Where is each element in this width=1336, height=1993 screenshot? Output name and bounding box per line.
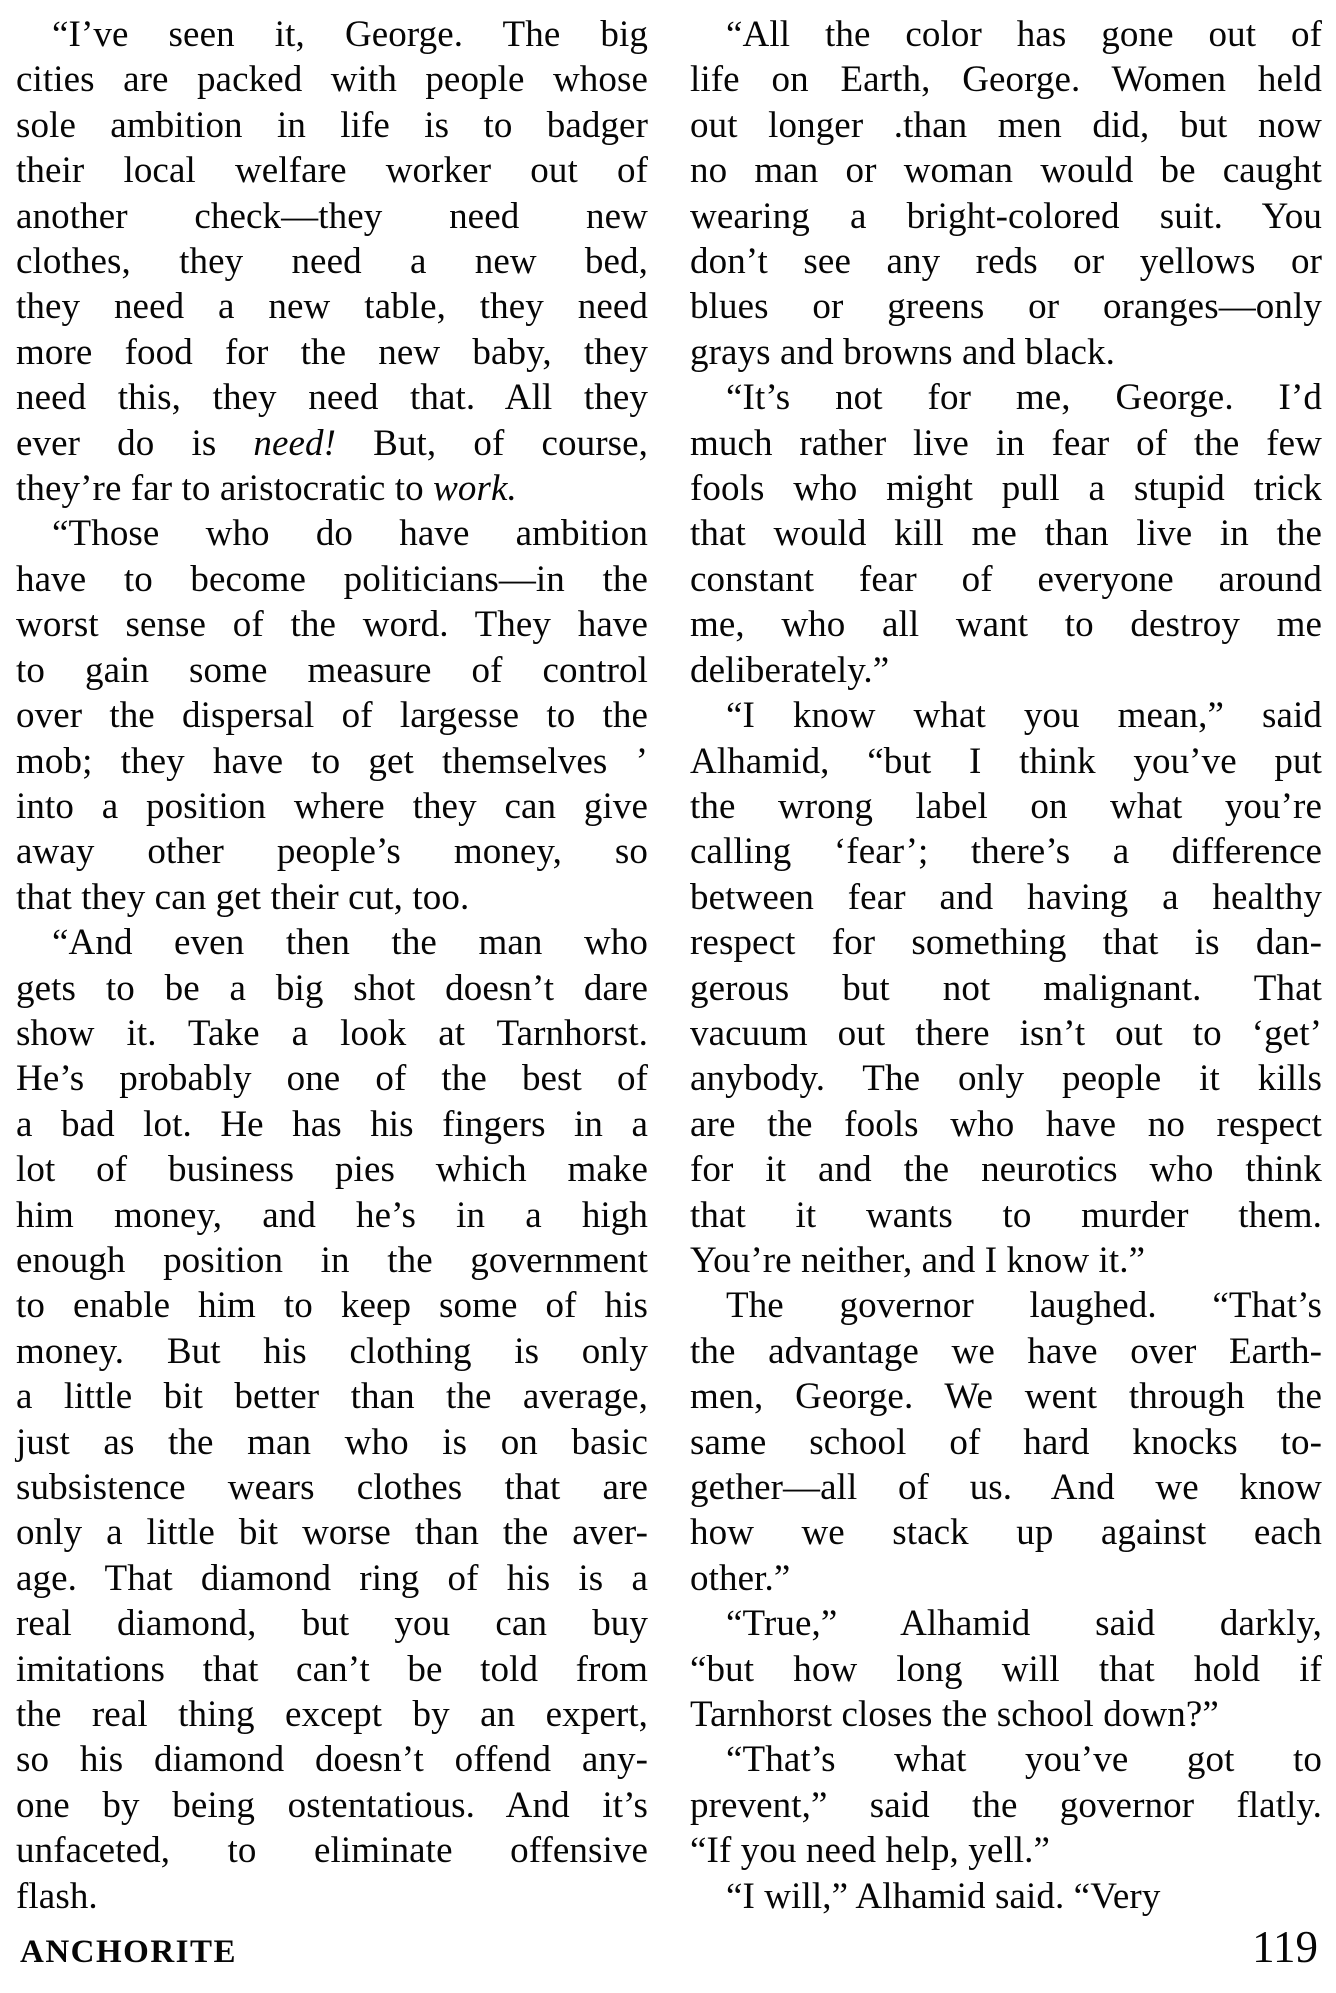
text-line: over the dispersal of largesse to the [16, 695, 648, 737]
text-line: sole ambition in life is to badger [16, 104, 648, 146]
text-line: need this, they need that. All they [16, 377, 648, 419]
text-line: out longer .than men did, but now [690, 104, 1322, 146]
text-line: so his diamond doesn’t offend any- [16, 1739, 648, 1781]
text-line: calling ‘fear’; there’s a difference [690, 831, 1322, 873]
text-line: money. But his clothing is only [16, 1330, 648, 1372]
text-line: subsistence wears clothes that are [16, 1467, 648, 1508]
text-line: “It’s not for me, George. I’d [726, 377, 1322, 419]
page-number: 119 [1252, 1922, 1318, 1972]
text-line: between fear and having a healthy [690, 876, 1322, 918]
text-line: “I will,” Alhamid said. “Very [726, 1875, 1161, 1917]
page-footer [20, 1921, 1318, 1973]
text-line: worst sense of the word. They have [16, 604, 648, 646]
text-line: to enable him to keep some of his [16, 1285, 648, 1327]
text-line: “And even then the man who [52, 922, 648, 964]
text-line: ever do is need! But, of course, [16, 422, 648, 464]
text-line: that they can get their cut, too. [16, 876, 470, 918]
text-line: gether—all of us. And we know [690, 1467, 1322, 1508]
right-column [690, 12, 1322, 1919]
text-line: him money, and he’s in a high [16, 1194, 648, 1236]
text-line: into a position where they can give [16, 785, 648, 827]
text-line: anybody. The only people it kills [690, 1058, 1322, 1100]
text-line: one by being ostentatious. And it’s [16, 1784, 648, 1826]
paragraph [690, 375, 1322, 693]
text-line: no man or woman would be caught [690, 150, 1322, 192]
text-line: blues or greens or oranges—only [690, 286, 1322, 328]
text-line: grays and browns and black. [690, 331, 1116, 373]
paragraph [690, 1601, 1322, 1737]
text-line: how we stack up against each [690, 1512, 1322, 1554]
text-line: deliberately.” [690, 649, 890, 691]
text-line: their local welfare worker out of [16, 150, 648, 192]
text-line: they’re far to aristocratic to work. [16, 468, 517, 510]
text-line: gerous but not malignant. That [690, 967, 1322, 1009]
text-line: You’re neither, and I know it.” [690, 1239, 1146, 1281]
text-line: don’t see any reds or yellows or [690, 241, 1322, 283]
text-line: same school of hard knocks to- [690, 1421, 1322, 1463]
text-line: another check—they need new [16, 195, 648, 237]
text-line: a little bit better than the average, [16, 1376, 648, 1418]
text-line: “Those who do have ambition [52, 513, 648, 555]
text-line: only a little bit worse than the aver- [16, 1512, 648, 1554]
italic-text: need! [253, 422, 337, 464]
text-line: show it. Take a look at Tarnhorst. [16, 1012, 648, 1054]
text-line: imitations that can’t be told from [16, 1648, 648, 1690]
text-line: Alhamid, “but I think you’ve put [690, 740, 1322, 782]
text-line: unfaceted, to eliminate offensive [16, 1830, 648, 1872]
running-title: ANCHORITE [20, 1934, 238, 1970]
text-line: more food for the new baby, they [16, 331, 648, 373]
text-line: mob; they have to get themselves ’ [16, 740, 648, 782]
paragraph [16, 511, 648, 920]
text-line: the advantage we have over Earth- [690, 1330, 1322, 1372]
text-line: that it wants to murder them. [690, 1194, 1322, 1236]
text-line: the wrong label on what you’re [690, 785, 1322, 827]
paragraph [690, 1283, 1322, 1601]
text-line: “I’ve seen it, George. The big [52, 14, 648, 55]
left-column [16, 12, 648, 1919]
text-line: lot of business pies which make [16, 1149, 648, 1191]
text-line: the real thing except by an expert, [16, 1694, 648, 1736]
text-line: prevent,” said the governor flatly. [690, 1784, 1322, 1826]
text-line: cities are packed with people whose [16, 59, 648, 101]
text-line: He’s probably one of the best of [16, 1058, 648, 1100]
text-line: clothes, they need a new bed, [16, 241, 648, 283]
text-line: Tarnhorst closes the school down?” [690, 1694, 1219, 1736]
text-line: they need a new table, they need [16, 286, 648, 328]
text-line: that would kill me than live in the [690, 513, 1322, 555]
text-line: “but how long will that hold if [690, 1648, 1322, 1690]
text-line: flash. [16, 1875, 98, 1917]
text-line: me, who all want to destroy me [690, 604, 1322, 646]
paragraph [16, 12, 648, 511]
paragraph [16, 920, 648, 1919]
text-line: “All the color has gone out of [726, 14, 1322, 55]
text-line: respect for something that is dan- [690, 922, 1322, 964]
text-line: have to become politicians—in the [16, 558, 648, 600]
text-line: much rather live in fear of the few [690, 422, 1322, 464]
text-line: wearing a bright-colored suit. You [690, 195, 1322, 237]
text-line: other.” [690, 1557, 791, 1599]
text-line: away other people’s money, so [16, 831, 648, 873]
text-line: The governor laughed. “That’s [726, 1285, 1322, 1327]
paragraph [690, 693, 1322, 1283]
text-line: are the fools who have no respect [690, 1103, 1322, 1145]
text-line: real diamond, but you can buy [16, 1603, 648, 1645]
paragraph [690, 1737, 1322, 1873]
text-line: “That’s what you’ve got to [726, 1739, 1322, 1781]
text-line: vacuum out there isn’t out to ‘get’ [690, 1012, 1322, 1054]
text-line: a bad lot. He has his fingers in a [16, 1103, 648, 1145]
text-line: gets to be a big shot doesn’t dare [16, 967, 648, 1009]
text-line: age. That diamond ring of his is a [16, 1557, 648, 1599]
text-line: just as the man who is on basic [16, 1421, 648, 1463]
text-line: for it and the neurotics who think [690, 1149, 1322, 1191]
text-line: “If you need help, yell.” [690, 1830, 1051, 1872]
paragraph [690, 1874, 1322, 1919]
italic-text: work. [433, 468, 517, 510]
text-line: constant fear of everyone around [690, 558, 1322, 600]
text-line: to gain some measure of control [16, 649, 648, 691]
text-line: “I know what you mean,” said [726, 695, 1322, 737]
text-line: life on Earth, George. Women held [690, 59, 1322, 101]
paragraph [690, 12, 1322, 375]
text-line: “True,” Alhamid said darkly, [726, 1603, 1322, 1645]
text-line: fools who might pull a stupid trick [690, 468, 1322, 510]
text-line: enough position in the government [16, 1239, 648, 1281]
text-line: men, George. We went through the [690, 1376, 1322, 1418]
